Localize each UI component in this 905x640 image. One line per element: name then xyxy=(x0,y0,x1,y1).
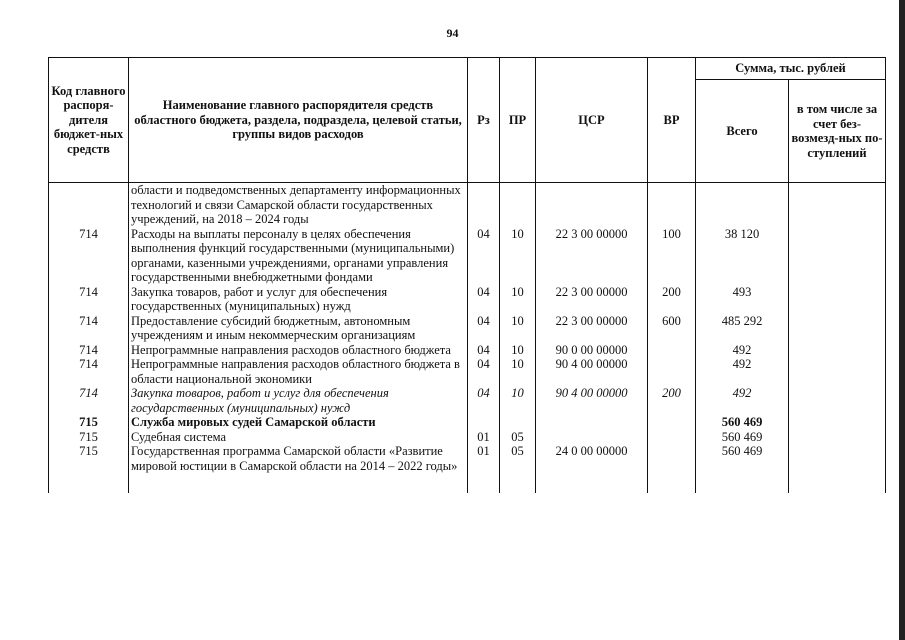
row-name: Закупка товаров, работ и услуг для обеспечения государственных (муниципальных) нужд xyxy=(129,285,468,314)
row-total xyxy=(696,183,789,227)
header-csr: ЦСР xyxy=(536,58,648,183)
row-name: Государственная программа Самарской области «Развитие мировой юстиции в Самарской области на 2014 – 2022 годы» xyxy=(129,444,468,493)
row-total: 38 120 xyxy=(696,227,789,285)
row-code: 714 xyxy=(49,314,129,343)
header-code: Код главного распоря-дителя бюджет-ных средств xyxy=(49,58,129,183)
row-vr: 200 xyxy=(648,285,696,314)
row-vr: 200 xyxy=(648,386,696,415)
row-pr: 10 xyxy=(500,227,536,285)
row-vr xyxy=(648,444,696,493)
row-code: 714 xyxy=(49,343,129,358)
header-vr: ВР xyxy=(648,58,696,183)
row-vr xyxy=(648,343,696,358)
row-total: 560 469 xyxy=(696,415,789,430)
row-csr: 24 0 00 00000 xyxy=(536,444,648,493)
header-name: Наименование главного распорядителя средств областного бюджета, раздела, подраздела, целевой статьи, группы видов расходов xyxy=(129,58,468,183)
table-row xyxy=(49,357,886,386)
row-csr: 90 4 00 00000 xyxy=(536,386,648,415)
header-sum: Сумма, тыс. рублей xyxy=(696,58,886,80)
row-total: 492 xyxy=(696,343,789,358)
row-pr: 05 xyxy=(500,430,536,445)
row-total: 560 469 xyxy=(696,444,789,493)
row-rz: 04 xyxy=(468,285,500,314)
header-total: Всего xyxy=(696,80,789,183)
row-grants xyxy=(789,183,886,227)
row-vr xyxy=(648,357,696,386)
row-rz: 04 xyxy=(468,386,500,415)
row-rz xyxy=(468,183,500,227)
row-pr xyxy=(500,415,536,430)
row-name: Расходы на выплаты персоналу в целях обеспечения выполнения функций государственными (муниципальными) органами, казенными учреждениями, органами управления государственными внебюджетными фондами xyxy=(129,227,468,285)
row-grants xyxy=(789,285,886,314)
row-rz: 01 xyxy=(468,430,500,445)
row-code xyxy=(49,183,129,227)
row-rz: 04 xyxy=(468,314,500,343)
row-csr: 22 3 00 00000 xyxy=(536,285,648,314)
row-rz: 01 xyxy=(468,444,500,493)
row-code: 714 xyxy=(49,285,129,314)
row-pr xyxy=(500,183,536,227)
table-row xyxy=(49,386,886,415)
row-name: области и подведомственных департаменту информационных технологий и связи Самарской области государственных учреждений, на 2018 – 2024 годы xyxy=(129,183,468,227)
row-rz xyxy=(468,415,500,430)
row-rz: 04 xyxy=(468,227,500,285)
table-row xyxy=(49,183,886,227)
row-pr: 10 xyxy=(500,285,536,314)
row-grants xyxy=(789,227,886,285)
row-pr: 10 xyxy=(500,314,536,343)
row-code: 715 xyxy=(49,415,129,430)
row-name: Закупка товаров, работ и услуг для обеспечения государственных (муниципальных) нужд xyxy=(129,386,468,415)
row-grants xyxy=(789,415,886,430)
row-pr: 10 xyxy=(500,357,536,386)
row-pr: 05 xyxy=(500,444,536,493)
row-csr xyxy=(536,430,648,445)
row-csr: 22 3 00 00000 xyxy=(536,314,648,343)
row-grants xyxy=(789,430,886,445)
header-rz: Рз xyxy=(468,58,500,183)
row-csr: 90 0 00 00000 xyxy=(536,343,648,358)
table-header xyxy=(49,58,886,183)
budget-table xyxy=(48,57,886,493)
row-name: Судебная система xyxy=(129,430,468,445)
row-total: 493 xyxy=(696,285,789,314)
table-body xyxy=(49,183,886,494)
row-code: 714 xyxy=(49,227,129,285)
table-row xyxy=(49,285,886,314)
row-code: 714 xyxy=(49,357,129,386)
row-total: 560 469 xyxy=(696,430,789,445)
row-pr: 10 xyxy=(500,386,536,415)
row-name: Непрограммные направления расходов областного бюджета xyxy=(129,343,468,358)
row-name: Служба мировых судей Самарской области xyxy=(129,415,468,430)
table-row xyxy=(49,415,886,430)
row-vr xyxy=(648,183,696,227)
table-row xyxy=(49,227,886,285)
table-row xyxy=(49,343,886,358)
row-name: Предоставление субсидий бюджетным, автономным учреждениям и иным некоммерческим организациям xyxy=(129,314,468,343)
row-code: 714 xyxy=(49,386,129,415)
row-csr xyxy=(536,183,648,227)
row-csr xyxy=(536,415,648,430)
row-code: 715 xyxy=(49,444,129,493)
row-vr: 100 xyxy=(648,227,696,285)
row-grants xyxy=(789,444,886,493)
row-total: 492 xyxy=(696,357,789,386)
row-grants xyxy=(789,343,886,358)
row-vr: 600 xyxy=(648,314,696,343)
row-grants xyxy=(789,386,886,415)
table-row xyxy=(49,314,886,343)
row-name: Непрограммные направления расходов областного бюджета в области национальной экономики xyxy=(129,357,468,386)
page-edge-shadow xyxy=(899,0,905,640)
row-csr: 90 4 00 00000 xyxy=(536,357,648,386)
row-grants xyxy=(789,314,886,343)
row-code: 715 xyxy=(49,430,129,445)
page-number: 94 xyxy=(446,26,459,40)
row-rz: 04 xyxy=(468,357,500,386)
row-vr xyxy=(648,415,696,430)
table-row xyxy=(49,430,886,445)
row-grants xyxy=(789,357,886,386)
table-row xyxy=(49,444,886,493)
row-rz: 04 xyxy=(468,343,500,358)
row-total: 492 xyxy=(696,386,789,415)
row-csr: 22 3 00 00000 xyxy=(536,227,648,285)
header-pr: ПР xyxy=(500,58,536,183)
row-vr xyxy=(648,430,696,445)
header-grants: в том числе за счет без-возмезд-ных по-ступлений xyxy=(789,80,886,183)
row-pr: 10 xyxy=(500,343,536,358)
row-total: 485 292 xyxy=(696,314,789,343)
